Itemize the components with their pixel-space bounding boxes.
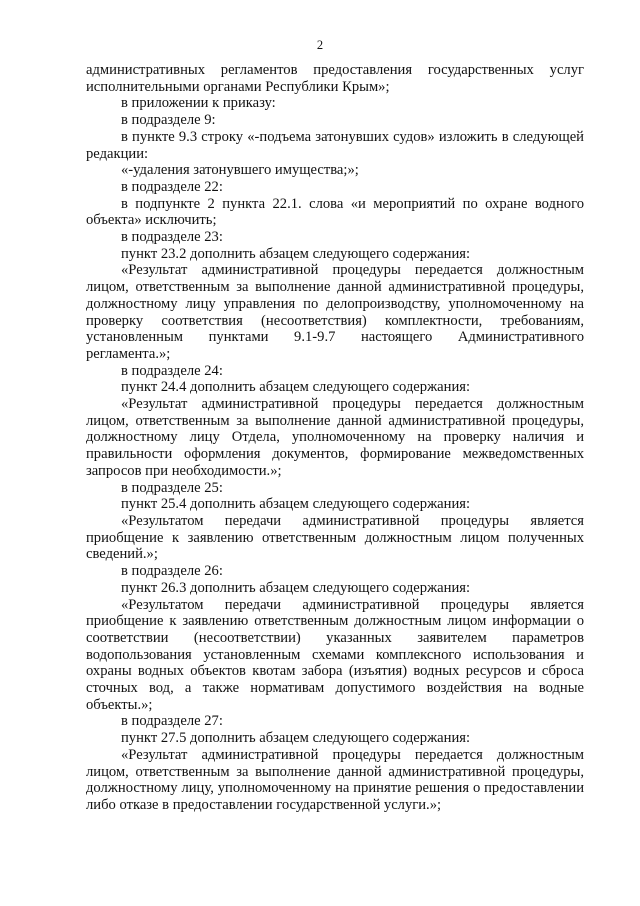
- paragraph-result-26: «Результатом передачи административной процедуры является приобщение к заявлению ответственным должностным лицом информации о соответствии (несоответствии) указанных заявителем параметров водопользования установленным схемами комплексного использования и охраны водных объектов квотам забора (изъятия) водных ресурсов и сброса сточных вод, а также нормативам допустимого воздействия на водные объекты.»;: [86, 596, 584, 713]
- paragraph-subsection-26: в подразделе 26:: [121, 563, 223, 580]
- paragraph-result-23: «Результат административной процедуры передается должностным лицом, ответственным за выполнение данной административной процедуры, должностному лицу управления по делопроизводству, уполномоченному на проверку соответствия (несоответствия) комплектности, требованиям, установленным пунктами 9.1-9.7 настоящего Административного регламента.»;: [86, 262, 584, 362]
- document-body: [86, 62, 584, 814]
- paragraph-item-24-4: пункт 24.4 дополнить абзацем следующего содержания:: [121, 379, 471, 396]
- paragraph-subsection-27: в подразделе 27:: [121, 713, 223, 730]
- paragraph-subsection-9: в подразделе 9:: [121, 112, 216, 129]
- paragraph-result-25: «Результатом передачи административной процедуры является приобщение к заявлению ответственным должностным лицом полученных сведений.»;: [86, 512, 584, 563]
- paragraph-regulations-continuation: административных регламентов предоставления государственных услуг исполнительными органами Республики Крым»;: [86, 62, 584, 95]
- paragraph-item-25-4: пункт 25.4 дополнить абзацем следующего содержания:: [121, 496, 471, 513]
- paragraph-subsection-24: в подразделе 24:: [121, 362, 223, 379]
- paragraph-item-26-3: пункт 26.3 дополнить абзацем следующего содержания:: [121, 579, 471, 596]
- paragraph-subsection-23: в подразделе 23:: [121, 229, 223, 246]
- paragraph-item-22-1: в подпункте 2 пункта 22.1. слова «и мероприятий по охране водного объекта» исключить;: [86, 195, 584, 229]
- paragraph-result-27: «Результат административной процедуры передается должностным лицом, ответственным за выполнение данной административной процедуры, должностному лицу, уполномоченному на принятие решения о предоставлении либо отказе в предоставлении государственной услуги.»;: [86, 746, 584, 813]
- paragraph-item-27-5: пункт 27.5 дополнить абзацем следующего содержания:: [121, 730, 471, 747]
- paragraph-result-24: «Результат административной процедуры передается должностным лицом, ответственным за выполнение данной административной процедуры, должностному лицу Отдела, уполномоченному на проверку наличия и правильности оформления документов, формирование межведомственных запросов при необходимости.»;: [86, 396, 584, 479]
- page-number: 2: [316, 38, 324, 52]
- paragraph-removal-property: «-удаления затонувшего имущества;»;: [121, 162, 359, 179]
- paragraph-subsection-22: в подразделе 22:: [121, 178, 223, 195]
- paragraph-subsection-25: в подразделе 25:: [121, 479, 223, 496]
- paragraph-item-23-2: пункт 23.2 дополнить абзацем следующего содержания:: [121, 245, 471, 262]
- paragraph-appendix: в приложении к приказу:: [121, 95, 276, 112]
- paragraph-item-9-3: в пункте 9.3 строку «-подъема затонувших судов» изложить в следующей редакции:: [86, 128, 584, 162]
